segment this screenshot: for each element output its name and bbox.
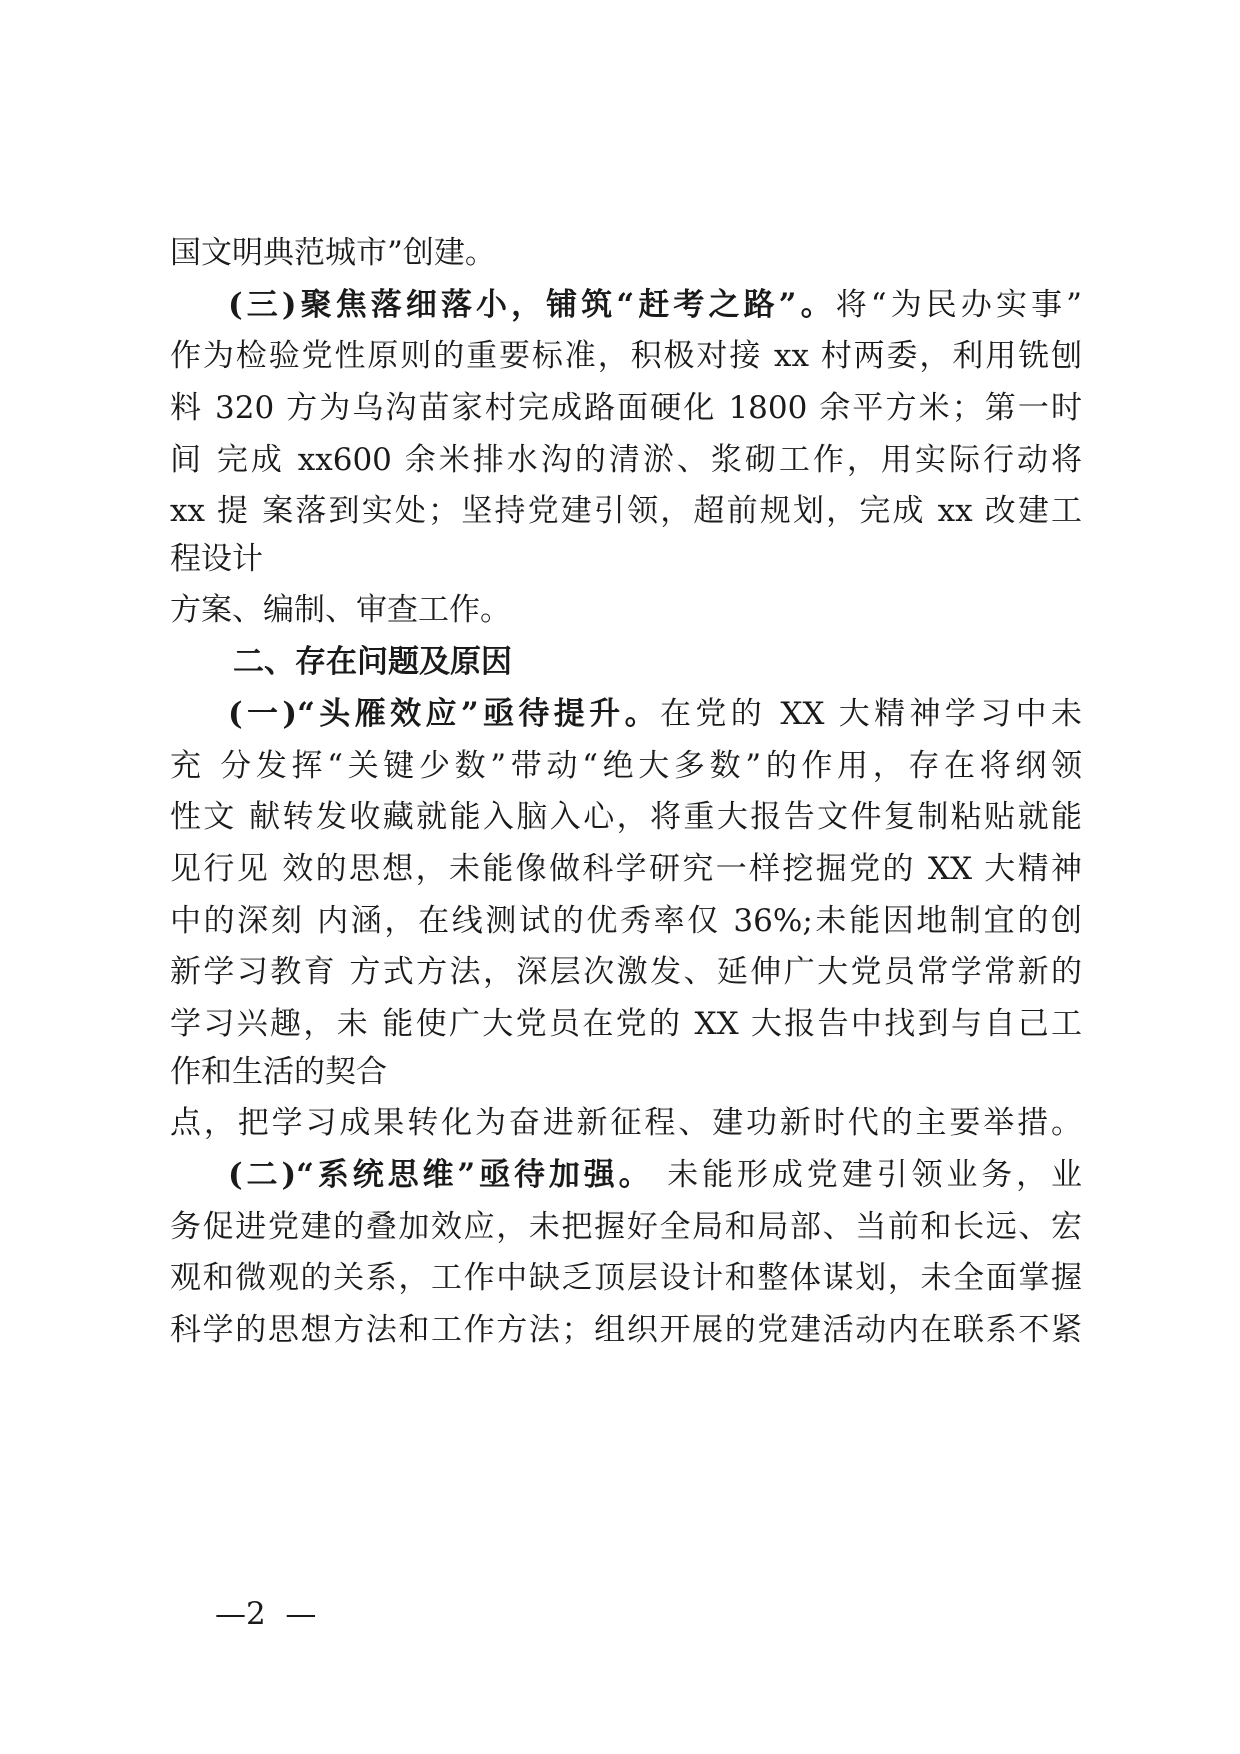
section-heading: 二、存在问题及原因 — [233, 644, 512, 680]
paragraph-line: 中的深刻 内涵，在线测试的优秀率仅 36%;未能因地制宜的创 — [170, 903, 1082, 939]
page-number: —2 — — [215, 1596, 317, 1632]
paragraph-line: 作为检验党性原则的重要标准，积极对接 xx 村两委，利用铣刨 — [170, 338, 1082, 374]
paragraph-line: 观和微观的关系，工作中缺乏顶层设计和整体谋划，未全面掌握 — [170, 1260, 1082, 1296]
subheading-line — [170, 1155, 1082, 1195]
paragraph-line: 间 完成 xx600 余米排水沟的清淤、浆砌工作，用实际行动将 — [170, 442, 1082, 478]
paragraph-line: 见行见 效的思想，未能像做科学研究一样挖掘党的 XX 大精神 — [170, 851, 1082, 887]
paragraph-text: 在党的 XX 大精神学习中未 — [659, 696, 1082, 732]
paragraph-line: 国文明典范城市”创建。 — [170, 235, 496, 271]
paragraph-line: 科学的思想方法和工作方法；组织开展的党建活动内在联系不紧 — [170, 1312, 1082, 1348]
paragraph-line: 程设计 — [170, 541, 263, 577]
subheading-line — [170, 285, 1082, 325]
subheading-bold: (二)“系统思维”亟待加强。 — [228, 1157, 654, 1193]
subheading-line — [170, 694, 1082, 734]
paragraph-line: 点，把学习成果转化为奋进新征程、建功新时代的主要举措。 — [170, 1105, 1082, 1141]
paragraph-line: 学习兴趣，未 能使广大党员在党的 XX 大报告中找到与自己工 — [170, 1006, 1082, 1042]
paragraph-line: 方案、编制、审查工作。 — [170, 592, 511, 628]
paragraph-line: 新学习教育 方式方法，深层次激发、延伸广大党员常学常新的 — [170, 954, 1082, 990]
paragraph-text: 将“为民办实事” — [835, 287, 1083, 323]
paragraph-line: 料 320 方为乌沟苗家村完成路面硬化 1800 余平方米；第一时 — [170, 390, 1082, 426]
paragraph-line: 充 分发挥“关键少数”带动“绝大多数”的作用，存在将纲领 — [170, 748, 1082, 784]
paragraph-line: 性文 献转发收藏就能入脑入心，将重大报告文件复制粘贴就能 — [170, 799, 1082, 835]
paragraph-text: 未能形成党建引领业务，业 — [653, 1157, 1082, 1193]
paragraph-line: 务促进党建的叠加效应，未把握好全局和局部、当前和长远、宏 — [170, 1209, 1082, 1245]
subheading-bold: (三)聚焦落细落小，铺筑“赶考之路”。 — [228, 287, 836, 323]
paragraph-line: 作和生活的契合 — [170, 1054, 387, 1090]
subheading-bold: (一)“头雁效应”亟待提升。 — [228, 696, 660, 732]
paragraph-line: xx 提 案落到实处；坚持党建引领，超前规划，完成 xx 改建工 — [170, 493, 1082, 529]
